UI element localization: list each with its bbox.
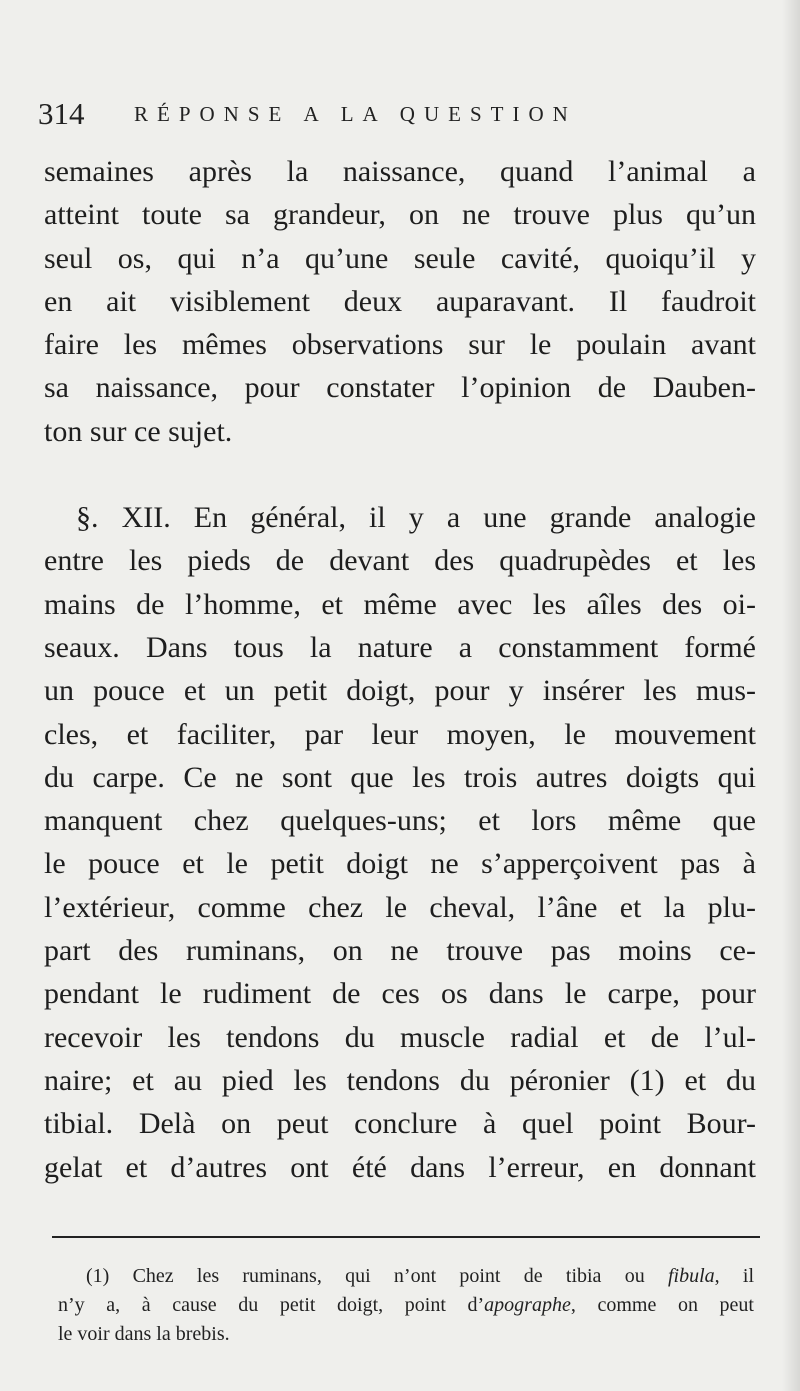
text-line: du carpe. Ce ne sont que les trois autres doigts qui — [44, 760, 756, 794]
text-line: semaines après la naissance, quand l’animal a — [44, 155, 756, 188]
text-line: naire; et au pied les tendons du péronier (1) et du — [44, 1063, 756, 1097]
text-line: seaux. Dans tous la nature a constamment formé — [44, 630, 756, 664]
footnote-italic-term: fibula — [667, 1265, 715, 1287]
text-line: entre les pieds de devant des quadrupèdes et les — [44, 544, 756, 578]
footnote-italic-term: apographe — [484, 1294, 571, 1316]
footnote-separator — [52, 1236, 760, 1238]
text-line: sa naissance, pour constater l’opinion de Dauben- — [44, 371, 756, 405]
text-line: mains de l’homme, et même avec les aîles des oi- — [44, 587, 756, 621]
text-line: le pouce et le petit doigt ne s’apperçoivent pas à — [44, 847, 756, 881]
text-line: en ait visiblement deux auparavant. Il faudroit — [44, 284, 756, 318]
footnote-line: le voir dans la brebis. — [58, 1323, 230, 1345]
paragraph-spacer — [44, 453, 764, 496]
text-line: pendant le rudiment de ces os dans le carpe, pour — [44, 977, 756, 1011]
footnote-text: , il — [714, 1265, 754, 1287]
text-line: faire les mêmes observations sur le poulain avant — [44, 328, 756, 362]
text-line: manquent chez quelques-uns; et lors même que — [44, 804, 756, 838]
text-line: recevoir les tendons du muscle radial et de l’ul- — [44, 1020, 756, 1054]
text-line: ton sur ce sujet. — [44, 414, 233, 448]
footnote — [58, 1262, 758, 1349]
running-head: RÉPONSE A LA QUESTION — [134, 102, 577, 126]
text-line: gelat et d’autres ont été dans l’erreur, en donnant — [44, 1150, 756, 1184]
page-header — [38, 96, 758, 136]
text-line: l’extérieur, comme chez le cheval, l’âne et la plu- — [44, 890, 756, 924]
footnote-text: n’y a, à cause du petit doigt, point d’ — [58, 1294, 485, 1316]
text-line: seul os, qui n’a qu’une seule cavité, quoiqu’il y — [44, 241, 756, 275]
text-line: un pouce et un petit doigt, pour y insérer les mus- — [44, 674, 756, 708]
footnote-line — [58, 1291, 754, 1320]
text-line: atteint toute sa grandeur, on ne trouve plus qu’un — [44, 198, 756, 232]
body-text — [44, 150, 764, 1189]
footnote-text: (1) Chez les ruminans, qui n’ont point de tibia ou — [86, 1265, 668, 1287]
text-line: tibial. Delà on peut conclure à quel point Bour- — [44, 1107, 756, 1141]
text-line: cles, et faciliter, par leur moyen, le mouvement — [44, 717, 756, 751]
text-line: §. XII. En général, il y a une grande analogie — [76, 501, 756, 535]
page-number: 314 — [38, 96, 85, 131]
footnote-line — [58, 1262, 754, 1291]
paragraph-section-xii — [44, 496, 764, 1189]
text-line: part des ruminans, on ne trouve pas moins ce- — [44, 934, 756, 968]
footnote-text: , comme on peut — [570, 1294, 754, 1316]
paragraph-continued — [44, 150, 764, 453]
